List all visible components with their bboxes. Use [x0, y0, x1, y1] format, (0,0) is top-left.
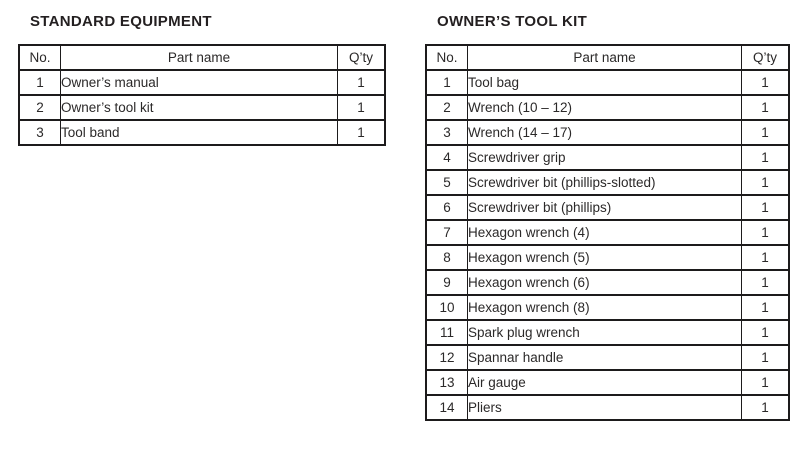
cell-part-name: Wrench (14 – 17) — [468, 120, 742, 145]
table-row — [426, 145, 789, 170]
table-row — [426, 345, 789, 370]
owners-tool-kit-section — [425, 9, 790, 421]
cell-part-name: Tool band — [61, 120, 338, 145]
cell-no: 3 — [19, 120, 61, 145]
table-row — [19, 120, 385, 145]
column-header-part-name: Part name — [61, 45, 338, 70]
cell-no: 11 — [426, 320, 468, 345]
column-header-qty: Q’ty — [742, 45, 790, 70]
cell-part-name: Spannar handle — [468, 345, 742, 370]
table-row — [426, 95, 789, 120]
cell-qty: 1 — [742, 170, 790, 195]
cell-part-name: Hexagon wrench (5) — [468, 245, 742, 270]
cell-no: 10 — [426, 295, 468, 320]
cell-no: 1 — [19, 70, 61, 95]
cell-part-name: Hexagon wrench (4) — [468, 220, 742, 245]
owners-tool-kit-title: OWNER’S TOOL KIT — [437, 13, 588, 30]
cell-part-name: Wrench (10 – 12) — [468, 95, 742, 120]
table-row — [426, 120, 789, 145]
cell-qty: 1 — [742, 395, 790, 420]
column-header-qty: Q’ty — [338, 45, 386, 70]
standard-equipment-section — [18, 9, 386, 146]
table-row — [426, 195, 789, 220]
cell-qty: 1 — [742, 345, 790, 370]
cell-qty: 1 — [742, 370, 790, 395]
cell-no: 3 — [426, 120, 468, 145]
table-row — [426, 395, 789, 420]
cell-no: 5 — [426, 170, 468, 195]
table-row — [426, 245, 789, 270]
header-row — [19, 45, 385, 70]
cell-no: 1 — [426, 70, 468, 95]
cell-qty: 1 — [742, 270, 790, 295]
cell-no: 2 — [19, 95, 61, 120]
column-header-part-name: Part name — [468, 45, 742, 70]
table-row — [426, 270, 789, 295]
table-row — [19, 70, 385, 95]
cell-qty: 1 — [338, 120, 386, 145]
table-body — [426, 70, 789, 420]
cell-part-name: Pliers — [468, 395, 742, 420]
table-header — [426, 45, 789, 70]
cell-no: 4 — [426, 145, 468, 170]
cell-part-name: Hexagon wrench (6) — [468, 270, 742, 295]
table-row — [426, 370, 789, 395]
cell-part-name: Screwdriver bit (phillips) — [468, 195, 742, 220]
cell-qty: 1 — [742, 295, 790, 320]
cell-qty: 1 — [338, 95, 386, 120]
standard-equipment-title: STANDARD EQUIPMENT — [30, 13, 212, 30]
cell-no: 2 — [426, 95, 468, 120]
header-row — [426, 45, 789, 70]
cell-no: 14 — [426, 395, 468, 420]
cell-no: 8 — [426, 245, 468, 270]
cell-no: 7 — [426, 220, 468, 245]
cell-part-name: Spark plug wrench — [468, 320, 742, 345]
cell-qty: 1 — [742, 95, 790, 120]
cell-qty: 1 — [742, 195, 790, 220]
cell-qty: 1 — [742, 120, 790, 145]
standard-equipment-table — [18, 44, 386, 146]
table-row — [19, 95, 385, 120]
table-row — [426, 170, 789, 195]
cell-part-name: Tool bag — [468, 70, 742, 95]
cell-no: 6 — [426, 195, 468, 220]
table-row — [426, 220, 789, 245]
cell-part-name: Owner’s tool kit — [61, 95, 338, 120]
table-row — [426, 320, 789, 345]
table-header — [19, 45, 385, 70]
column-header-no: No. — [426, 45, 468, 70]
cell-part-name: Screwdriver bit (phillips-slotted) — [468, 170, 742, 195]
column-header-no: No. — [19, 45, 61, 70]
cell-part-name: Air gauge — [468, 370, 742, 395]
cell-qty: 1 — [742, 145, 790, 170]
cell-no: 9 — [426, 270, 468, 295]
cell-qty: 1 — [742, 320, 790, 345]
cell-part-name: Screwdriver grip — [468, 145, 742, 170]
table-row — [426, 295, 789, 320]
cell-qty: 1 — [742, 245, 790, 270]
table-row — [426, 70, 789, 95]
cell-no: 13 — [426, 370, 468, 395]
cell-part-name: Owner’s manual — [61, 70, 338, 95]
cell-qty: 1 — [742, 220, 790, 245]
cell-part-name: Hexagon wrench (8) — [468, 295, 742, 320]
cell-no: 12 — [426, 345, 468, 370]
owners-tool-kit-table — [425, 44, 790, 421]
cell-qty: 1 — [742, 70, 790, 95]
cell-qty: 1 — [338, 70, 386, 95]
table-body — [19, 70, 385, 145]
